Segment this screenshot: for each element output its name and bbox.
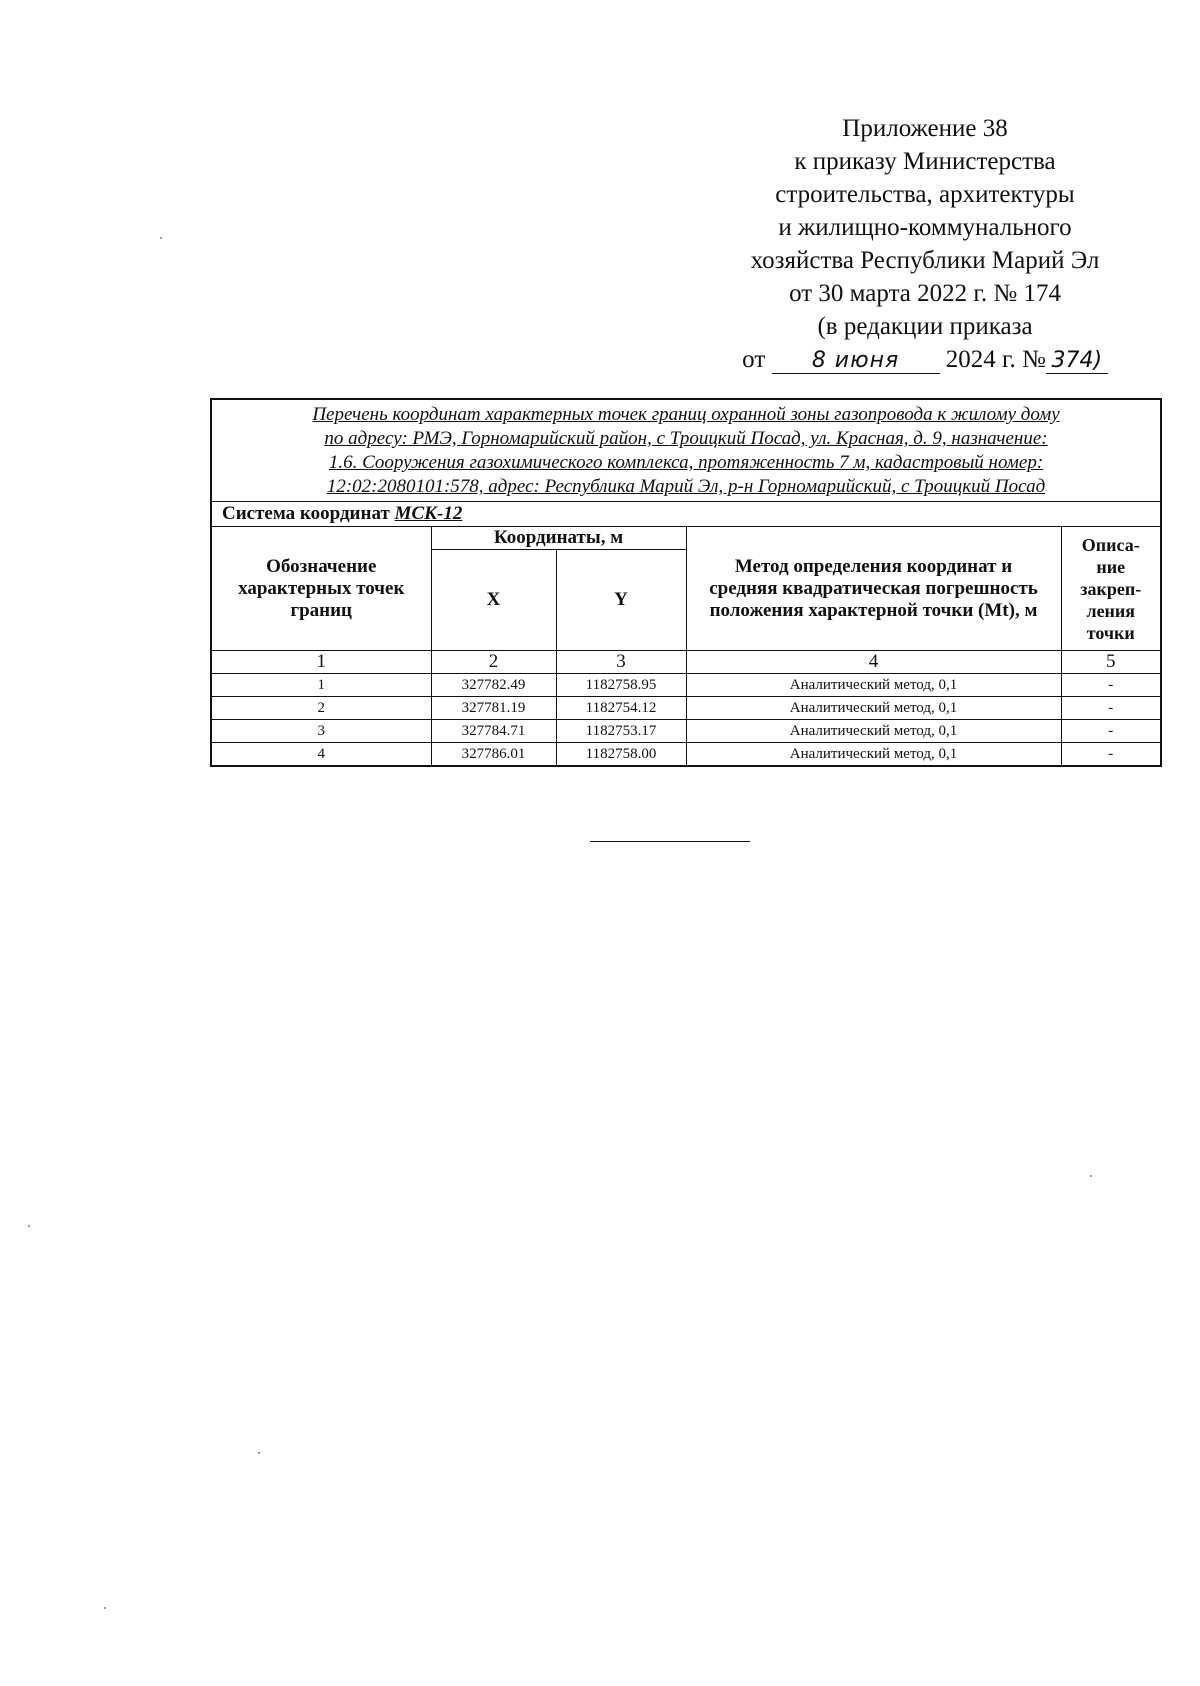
header-line: хозяйства Республики Марий Эл [750,247,1100,274]
coordinate-system [211,502,1161,527]
coord-x: 327781.19 [431,697,556,720]
table-row [211,697,1161,720]
column-number-row [211,651,1161,674]
desc-header-line: Описа- [1081,534,1140,555]
fixation-desc: - [1061,720,1161,743]
handwritten-date: 8 июня [772,349,940,374]
system-label: Система координат [222,503,390,524]
method: Аналитический метод, 0,1 [686,697,1061,720]
scan-speck [160,237,162,239]
scan-speck [258,1452,260,1454]
header-line: строительства, архитектуры [775,181,1075,208]
col-method-header: Метод определения координат и средняя квадратическая погрешность положения характерной точки (Mt), м [686,527,1061,651]
method: Аналитический метод, 0,1 [686,743,1061,767]
system-value: МСК-12 [394,503,463,524]
end-rule [590,841,750,842]
header-line: от 30 марта 2022 г. № 174 [789,280,1061,307]
col-desc-header [1061,527,1161,651]
caption-line: 1.6. Сооружения газохимического комплекса, протяженность 7 м, кадастровый номер: [328,452,1044,473]
header-line: (в редакции приказа [817,313,1033,340]
point-number: 3 [211,720,431,743]
coord-y: 1182754.12 [556,697,686,720]
coord-x: 327786.01 [431,743,556,767]
coord-y: 1182758.00 [556,743,686,767]
column-number: 2 [431,651,556,674]
desc-header-line: закреп- [1080,578,1142,599]
column-number: 4 [686,651,1061,674]
coord-y: 1182758.95 [556,674,686,697]
scan-speck [104,1607,106,1609]
desc-header-line: ления [1086,600,1136,621]
appendix-header [690,112,1160,376]
desc-header-line: точки [1086,622,1135,643]
col-coords-header: Координаты, м [431,527,686,550]
method: Аналитический метод, 0,1 [686,720,1061,743]
coord-x: 327782.49 [431,674,556,697]
fixation-desc: - [1061,674,1161,697]
sign-prefix: от [742,346,766,373]
col-y-header: Y [556,550,686,651]
method: Аналитический метод, 0,1 [686,674,1061,697]
point-number: 1 [211,674,431,697]
point-number: 4 [211,743,431,767]
table-row [211,743,1161,767]
header-line: Приложение 38 [842,115,1008,142]
col-x-header: X [431,550,556,651]
column-number: 1 [211,651,431,674]
handwritten-number: 374) [1046,349,1108,374]
caption-line: Перечень координат характерных точек границ охранной зоны газопровода к жилому дому [312,404,1060,425]
fixation-desc: - [1061,743,1161,767]
table-caption [211,399,1161,502]
header-line: к приказу Министерства [794,148,1056,175]
scan-speck [28,1225,30,1227]
column-number: 5 [1061,651,1161,674]
desc-header-line: ние [1096,556,1126,577]
coord-x: 327784.71 [431,720,556,743]
col-designation-header: Обозначение характерных точек границ [211,527,431,651]
coordinates-table [210,398,1162,767]
scan-speck [1090,1175,1092,1177]
table-row [211,674,1161,697]
table-row [211,720,1161,743]
fixation-desc: - [1061,697,1161,720]
caption-line: 12:02:2080101:578, адрес: Республика Марий Эл, р-н Горномарийский, с Троицкий Посад [326,476,1046,497]
column-number: 3 [556,651,686,674]
point-number: 2 [211,697,431,720]
header-line: и жилищно-коммунального [778,214,1072,241]
caption-line: по адресу: РМЭ, Горномарийский район, с Троицкий Посад, ул. Красная, д. 9, назначение: [324,428,1048,449]
order-date-line [690,343,1160,376]
sign-year: 2024 г. № [945,346,1046,373]
coord-y: 1182753.17 [556,720,686,743]
